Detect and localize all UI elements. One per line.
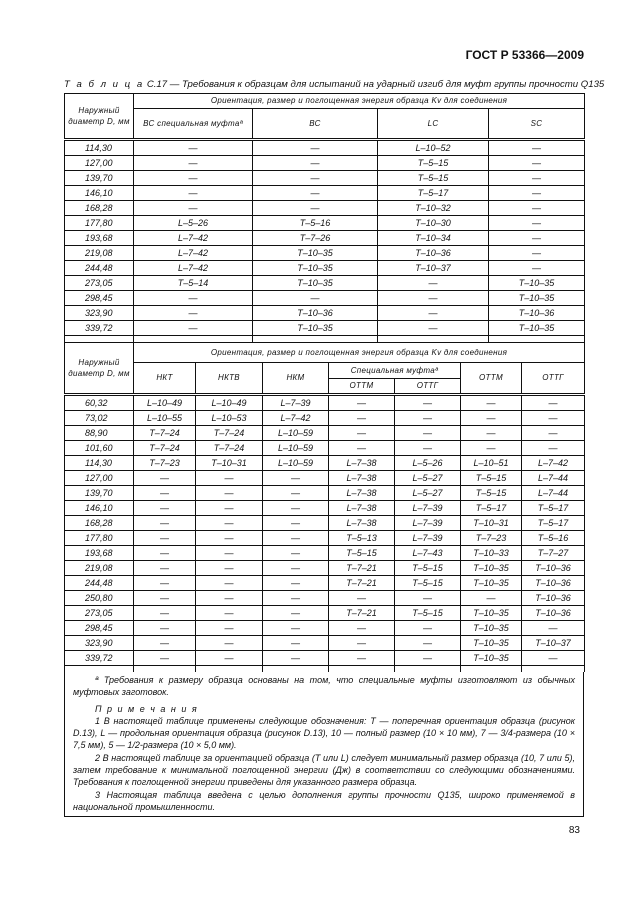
value-cell: T–5–17 [522, 501, 585, 516]
diameter-cell: 168,28 [65, 201, 134, 216]
value-cell: T–5–17 [378, 186, 489, 201]
value-cell: L–7–38 [329, 456, 395, 471]
value-cell: T–5–15 [461, 486, 522, 501]
value-cell: T–5–15 [378, 156, 489, 171]
value-cell: T–10–31 [196, 456, 263, 471]
diameter-cell: 101,60 [65, 441, 134, 456]
value-cell: — [253, 140, 378, 156]
value-cell: — [253, 186, 378, 201]
table-row [65, 561, 585, 576]
value-cell: L–7–44 [522, 471, 585, 486]
value-cell: T–10–35 [461, 621, 522, 636]
value-cell: — [263, 636, 329, 651]
value-cell: L–7–39 [263, 395, 329, 411]
value-cell: T–10–34 [378, 231, 489, 246]
footnote-a: ª Требования к размеру образца основаны на том, что специальные муфты изготовляют из обычных муфтовых заготовок. [73, 675, 575, 698]
diameter-cell: 193,68 [65, 231, 134, 246]
value-cell: T–10–35 [461, 636, 522, 651]
value-cell: — [489, 231, 585, 246]
value-cell: T–10–36 [522, 576, 585, 591]
table-row [65, 531, 585, 546]
value-cell: — [378, 276, 489, 291]
diameter-cell: 339,72 [65, 321, 134, 336]
value-cell: — [263, 501, 329, 516]
table-row [65, 441, 585, 456]
value-cell: — [329, 591, 395, 606]
value-cell: T–10–30 [378, 216, 489, 231]
value-cell: T–10–36 [522, 606, 585, 621]
value-cell: — [263, 621, 329, 636]
col-special-ottg: ОТТГ [395, 379, 461, 395]
value-cell: — [196, 591, 263, 606]
value-cell: — [253, 201, 378, 216]
value-cell: — [489, 156, 585, 171]
col-nkm: НКМ [263, 363, 329, 395]
value-cell: T–10–32 [378, 201, 489, 216]
value-cell: — [461, 395, 522, 411]
value-cell: T–5–13 [329, 531, 395, 546]
value-cell: L–7–42 [134, 231, 253, 246]
value-cell: — [134, 636, 196, 651]
document-code: ГОСТ Р 53366—2009 [465, 48, 584, 62]
value-cell: — [134, 561, 196, 576]
diameter-cell: 219,08 [65, 561, 134, 576]
table-row [65, 486, 585, 501]
value-cell: — [329, 441, 395, 456]
value-cell: — [134, 201, 253, 216]
value-cell: — [329, 395, 395, 411]
diameter-cell: 339,72 [65, 651, 134, 666]
value-cell: T–7–21 [329, 606, 395, 621]
value-cell: — [395, 426, 461, 441]
diameter-cell: 298,45 [65, 291, 134, 306]
value-cell: — [134, 591, 196, 606]
diameter-cell: 60,32 [65, 395, 134, 411]
value-cell: T–10–35 [461, 651, 522, 666]
value-cell: — [378, 291, 489, 306]
diameter-cell: 219,08 [65, 246, 134, 261]
value-cell: — [134, 486, 196, 501]
value-cell: T–10–36 [522, 561, 585, 576]
value-cell: L–7–38 [329, 471, 395, 486]
diameter-cell: 323,90 [65, 636, 134, 651]
col-lc: LC [378, 109, 489, 140]
value-cell: — [196, 471, 263, 486]
value-cell: T–10–35 [253, 246, 378, 261]
value-cell: T–10–37 [378, 261, 489, 276]
value-cell: — [329, 636, 395, 651]
value-cell: — [134, 471, 196, 486]
table-row [65, 426, 585, 441]
value-cell: — [196, 501, 263, 516]
diameter-cell: 177,80 [65, 216, 134, 231]
value-cell: L–10–59 [263, 441, 329, 456]
diameter-cell: 298,45 [65, 621, 134, 636]
value-cell: — [263, 561, 329, 576]
value-cell: T–7–23 [461, 531, 522, 546]
value-cell: T–7–23 [134, 456, 196, 471]
value-cell: L–7–42 [522, 456, 585, 471]
value-cell: — [263, 606, 329, 621]
col-bc: ВС [253, 109, 378, 140]
value-cell: — [134, 516, 196, 531]
value-cell: — [329, 651, 395, 666]
value-cell: — [196, 636, 263, 651]
value-cell: L–10–55 [134, 411, 196, 426]
col-ottg: ОТТГ [522, 363, 585, 395]
value-cell: — [461, 426, 522, 441]
value-cell: T–10–35 [461, 606, 522, 621]
col-diameter: Наружный диаметр D, мм [65, 94, 134, 140]
value-cell: T–10–35 [253, 321, 378, 336]
value-cell: — [134, 306, 253, 321]
value-cell: — [378, 321, 489, 336]
diameter-cell: 177,80 [65, 531, 134, 546]
page-number: 83 [568, 825, 580, 837]
diameter-cell: 139,70 [65, 171, 134, 186]
value-cell: — [395, 651, 461, 666]
table-row [65, 471, 585, 486]
value-cell: T–10–36 [489, 306, 585, 321]
diameter-cell: 193,68 [65, 546, 134, 561]
value-cell: T–5–15 [395, 561, 461, 576]
value-cell: — [263, 471, 329, 486]
diameter-cell: 88,90 [65, 426, 134, 441]
impact-table-1 [64, 93, 585, 342]
value-cell: T–10–36 [522, 591, 585, 606]
value-cell: — [522, 651, 585, 666]
value-cell: T–5–17 [461, 501, 522, 516]
table-row [65, 606, 585, 621]
value-cell: — [378, 306, 489, 321]
diameter-cell: 114,30 [65, 456, 134, 471]
table-row [65, 651, 585, 666]
value-cell: — [522, 426, 585, 441]
caption-text: С.17 — Требования к образцам для испытаний на ударный изгиб для муфт группы прочности Q135 [146, 79, 605, 90]
value-cell: L–7–38 [329, 516, 395, 531]
value-cell: T–7–27 [522, 546, 585, 561]
value-cell: T–7–24 [134, 441, 196, 456]
value-cell: L–7–39 [395, 516, 461, 531]
value-cell: T–5–15 [395, 606, 461, 621]
value-cell: T–10–35 [489, 291, 585, 306]
value-cell: T–7–24 [196, 441, 263, 456]
notes-title: П р и м е ч а н и я [95, 703, 199, 714]
value-cell: — [329, 411, 395, 426]
value-cell: — [461, 591, 522, 606]
value-cell: L–5–27 [395, 471, 461, 486]
value-cell: L–7–42 [134, 261, 253, 276]
value-cell: T–10–35 [253, 261, 378, 276]
value-cell: — [522, 411, 585, 426]
table-row [65, 456, 585, 471]
value-cell: L–7–39 [395, 531, 461, 546]
value-cell: L–7–38 [329, 486, 395, 501]
group-header: Ориентация, размер и поглощенная энергия образца Kv для соединения [134, 343, 585, 363]
value-cell: — [395, 591, 461, 606]
diameter-cell: 168,28 [65, 516, 134, 531]
value-cell: T–5–16 [253, 216, 378, 231]
value-cell: T–7–24 [196, 426, 263, 441]
value-cell: — [134, 186, 253, 201]
value-cell: — [522, 395, 585, 411]
value-cell: T–10–35 [253, 276, 378, 291]
value-cell: — [329, 621, 395, 636]
table-row [65, 156, 585, 171]
value-cell: — [253, 156, 378, 171]
value-cell: — [196, 546, 263, 561]
value-cell: — [489, 216, 585, 231]
table-notes [64, 672, 584, 817]
value-cell: — [196, 651, 263, 666]
value-cell: L–10–51 [461, 456, 522, 471]
col-special-ottm: ОТТМ [329, 379, 395, 395]
value-cell: T–10–37 [522, 636, 585, 651]
value-cell: — [489, 246, 585, 261]
value-cell: — [134, 531, 196, 546]
value-cell: — [134, 321, 253, 336]
value-cell: L–10–49 [134, 395, 196, 411]
diameter-cell: 323,90 [65, 306, 134, 321]
value-cell: — [134, 171, 253, 186]
col-nkt: НКТ [134, 363, 196, 395]
value-cell: — [489, 186, 585, 201]
col-ottm: ОТТМ [461, 363, 522, 395]
value-cell: T–10–31 [461, 516, 522, 531]
value-cell: T–10–36 [253, 306, 378, 321]
value-cell: — [134, 621, 196, 636]
table-row [65, 395, 585, 411]
value-cell: L–10–53 [196, 411, 263, 426]
value-cell: — [395, 411, 461, 426]
col-nktv: НКТВ [196, 363, 263, 395]
value-cell: — [395, 395, 461, 411]
value-cell: L–10–59 [263, 456, 329, 471]
table-row [65, 591, 585, 606]
value-cell: — [263, 531, 329, 546]
value-cell: — [263, 651, 329, 666]
value-cell: — [196, 561, 263, 576]
value-cell: — [196, 486, 263, 501]
table-row [65, 291, 585, 306]
diameter-cell: 244,48 [65, 261, 134, 276]
value-cell: — [263, 486, 329, 501]
value-cell: — [196, 606, 263, 621]
value-cell: T–7–24 [134, 426, 196, 441]
value-cell: — [489, 171, 585, 186]
diameter-cell: 273,05 [65, 276, 134, 291]
table-caption [64, 78, 605, 91]
group-header: Ориентация, размер и поглощенная энергия образца Kv для соединения [134, 94, 585, 109]
special-coupling-header: Специальная муфтаª [329, 363, 461, 379]
value-cell: T–10–35 [461, 561, 522, 576]
diameter-cell: 114,30 [65, 140, 134, 156]
value-cell: T–5–15 [329, 546, 395, 561]
diameter-cell: 244,48 [65, 576, 134, 591]
value-cell: T–5–14 [134, 276, 253, 291]
value-cell: — [134, 576, 196, 591]
table-row [65, 546, 585, 561]
table-row [65, 501, 585, 516]
value-cell: — [263, 546, 329, 561]
diameter-cell: 127,00 [65, 471, 134, 486]
value-cell: — [196, 621, 263, 636]
table-row [65, 140, 585, 156]
value-cell: — [522, 441, 585, 456]
note-2: 2 В настоящей таблице за ориентацией образца (Т или L) следует минимальный размер образца (10, 7 или 5), затем требование к минимальной поглощенной энергии (Дж) в соответствии со следующими обозначениями. Требования к поглощенной энергии приведены для указанного размера образца. [73, 752, 575, 788]
value-cell: T–10–35 [461, 576, 522, 591]
table-row [65, 261, 585, 276]
value-cell: — [489, 140, 585, 156]
value-cell: T–5–17 [522, 516, 585, 531]
table-row [65, 411, 585, 426]
value-cell: L–7–42 [263, 411, 329, 426]
value-cell: — [263, 591, 329, 606]
value-cell: — [196, 531, 263, 546]
note-3: 3 Настоящая таблица введена с целью дополнения группы прочности Q135, широко применяемой в национальной промышленности. [73, 789, 575, 812]
diameter-cell: 146,10 [65, 501, 134, 516]
value-cell: T–5–15 [395, 576, 461, 591]
value-cell: L–5–26 [395, 456, 461, 471]
value-cell: — [196, 576, 263, 591]
table-row [65, 201, 585, 216]
diameter-cell: 139,70 [65, 486, 134, 501]
value-cell: T–7–21 [329, 576, 395, 591]
value-cell: T–10–36 [378, 246, 489, 261]
diameter-cell: 73,02 [65, 411, 134, 426]
value-cell: — [134, 651, 196, 666]
table-row [65, 576, 585, 591]
table-row [65, 321, 585, 336]
value-cell: T–7–26 [253, 231, 378, 246]
value-cell: — [196, 516, 263, 531]
value-cell: — [461, 411, 522, 426]
value-cell: T–10–33 [461, 546, 522, 561]
diameter-cell: 250,80 [65, 591, 134, 606]
value-cell: — [134, 546, 196, 561]
value-cell: T–10–35 [489, 321, 585, 336]
value-cell: L–7–39 [395, 501, 461, 516]
value-cell: — [395, 636, 461, 651]
col-diameter: Наружный диаметр D, мм [65, 343, 134, 395]
value-cell: L–5–26 [134, 216, 253, 231]
value-cell: — [395, 441, 461, 456]
value-cell: T–7–21 [329, 561, 395, 576]
table-row [65, 186, 585, 201]
note-1: 1 В настоящей таблице применены следующие обозначения: Т — поперечная ориентация образца (рисунок D.13), L — продольная ориентация образца (рисунок D.13), 10 — полный размер (10 × 10 мм), 7 — 3/4-размера (10 × 7,5 мм), 5 — 1/2-размера (10 × 5,0 мм). [73, 715, 575, 751]
value-cell: — [263, 516, 329, 531]
value-cell: T–5–16 [522, 531, 585, 546]
value-cell: — [134, 606, 196, 621]
value-cell: L–10–52 [378, 140, 489, 156]
impact-table-2 [64, 342, 585, 672]
diameter-cell: 273,05 [65, 606, 134, 621]
value-cell: — [329, 426, 395, 441]
value-cell: T–5–15 [461, 471, 522, 486]
table-row [65, 246, 585, 261]
table-row [65, 636, 585, 651]
value-cell: — [134, 291, 253, 306]
value-cell: T–10–35 [489, 276, 585, 291]
table-row [65, 516, 585, 531]
value-cell: L–10–49 [196, 395, 263, 411]
value-cell: — [253, 291, 378, 306]
value-cell: — [395, 621, 461, 636]
value-cell: — [489, 261, 585, 276]
value-cell: L–7–43 [395, 546, 461, 561]
value-cell: L–7–44 [522, 486, 585, 501]
value-cell: — [522, 621, 585, 636]
value-cell: — [263, 576, 329, 591]
value-cell: — [461, 441, 522, 456]
value-cell: L–7–42 [134, 246, 253, 261]
table-row [65, 621, 585, 636]
value-cell: T–5–15 [378, 171, 489, 186]
caption-label: Т а б л и ц а [64, 79, 145, 90]
value-cell: — [134, 140, 253, 156]
value-cell: — [134, 501, 196, 516]
table-row [65, 216, 585, 231]
table-row [65, 231, 585, 246]
table-row [65, 171, 585, 186]
table-row [65, 276, 585, 291]
col-sc: SC [489, 109, 585, 140]
diameter-cell: 127,00 [65, 156, 134, 171]
value-cell: — [253, 171, 378, 186]
value-cell: L–10–59 [263, 426, 329, 441]
value-cell: L–5–27 [395, 486, 461, 501]
table-row [65, 306, 585, 321]
value-cell: — [134, 156, 253, 171]
diameter-cell: 146,10 [65, 186, 134, 201]
col-bc-special: ВС специальная муфтаª [134, 109, 253, 140]
value-cell: L–7–38 [329, 501, 395, 516]
value-cell: — [489, 201, 585, 216]
